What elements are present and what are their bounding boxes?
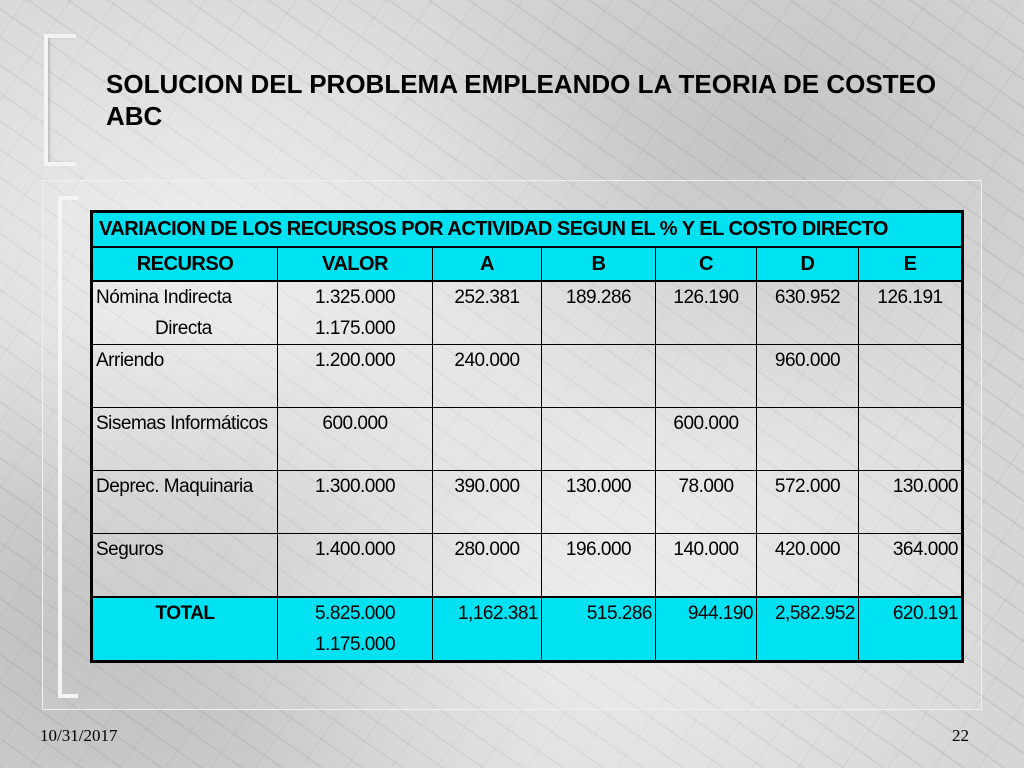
cell-b [542, 408, 656, 440]
cell-a: 240.000 [433, 345, 542, 377]
decorative-bracket-left [58, 196, 78, 698]
cell-c [656, 345, 757, 377]
footer-date: 10/31/2017 [40, 726, 118, 745]
cell-c: 126.190 [656, 281, 757, 313]
cell-b [542, 313, 656, 345]
resource-allocation-table [90, 210, 964, 663]
resource-label: Seguros [92, 534, 278, 566]
cell-d: 960.000 [757, 345, 859, 377]
column-header-valor: VALOR [278, 247, 433, 281]
cell-d [757, 408, 859, 440]
total-b: 515.286 [542, 597, 656, 629]
table-row [92, 345, 963, 377]
cell-a [433, 408, 542, 440]
resource-label: Arriendo [92, 345, 278, 377]
cell-e [859, 345, 963, 377]
table-caption-row [92, 212, 963, 248]
resource-value: 1.400.000 [278, 534, 433, 566]
resource-label: Directa [92, 313, 278, 345]
cell-b [542, 345, 656, 377]
page-number: 22 [952, 726, 969, 745]
resource-value: 1.200.000 [278, 345, 433, 377]
table-row [92, 534, 963, 566]
table-row [92, 281, 963, 313]
table-caption: VARIACION DE LOS RECURSOS POR ACTIVIDAD SEGUN EL % Y EL COSTO DIRECTO [92, 212, 963, 248]
table-row-spacer [92, 565, 963, 597]
cell-a: 390.000 [433, 471, 542, 503]
table-row-spacer [92, 376, 963, 408]
total-row [92, 597, 963, 629]
column-header-b: B [542, 247, 656, 281]
cell-b: 130.000 [542, 471, 656, 503]
column-header-e: E [859, 247, 963, 281]
resource-value: 600.000 [278, 408, 433, 440]
total-row-2 [92, 629, 963, 662]
table-row-spacer [92, 439, 963, 471]
resource-label: Nómina Indirecta [92, 281, 278, 313]
resource-label: Sisemas Informáticos [92, 408, 278, 440]
cell-e [859, 313, 963, 345]
cell-e: 364.000 [859, 534, 963, 566]
column-header-a: A [433, 247, 542, 281]
total-label: TOTAL [92, 597, 278, 629]
cell-a [433, 313, 542, 345]
cell-e: 130.000 [859, 471, 963, 503]
resource-label: Deprec. Maquinaria [92, 471, 278, 503]
total-c: 944.190 [656, 597, 757, 629]
cell-a: 252.381 [433, 281, 542, 313]
cell-e: 126.191 [859, 281, 963, 313]
cell-e [859, 408, 963, 440]
cell-d: 572.000 [757, 471, 859, 503]
cell-c: 78.000 [656, 471, 757, 503]
total-valor-2: 1.175.000 [278, 629, 433, 662]
cell-a: 280.000 [433, 534, 542, 566]
table-row [92, 313, 963, 345]
cell-d: 420.000 [757, 534, 859, 566]
column-header-c: C [656, 247, 757, 281]
column-header-row [92, 247, 963, 281]
table-row-spacer [92, 502, 963, 534]
cell-b: 196.000 [542, 534, 656, 566]
total-a: 1,162.381 [433, 597, 542, 629]
decorative-bracket-top [44, 34, 76, 166]
resource-value: 1.325.000 [278, 281, 433, 313]
column-header-d: D [757, 247, 859, 281]
slide-title: SOLUCION DEL PROBLEMA EMPLEANDO LA TEORIA DE COSTEO ABC [106, 69, 937, 131]
resource-value: 1.175.000 [278, 313, 433, 345]
cell-c: 140.000 [656, 534, 757, 566]
column-header-recurso: RECURSO [92, 247, 278, 281]
cell-c: 600.000 [656, 408, 757, 440]
cell-c [656, 313, 757, 345]
cell-d [757, 313, 859, 345]
table-row [92, 471, 963, 503]
cell-b: 189.286 [542, 281, 656, 313]
resource-value: 1.300.000 [278, 471, 433, 503]
table-row [92, 408, 963, 440]
total-e: 620.191 [859, 597, 963, 629]
cell-d: 630.952 [757, 281, 859, 313]
total-valor: 5.825.000 [278, 597, 433, 629]
total-d: 2,582.952 [757, 597, 859, 629]
